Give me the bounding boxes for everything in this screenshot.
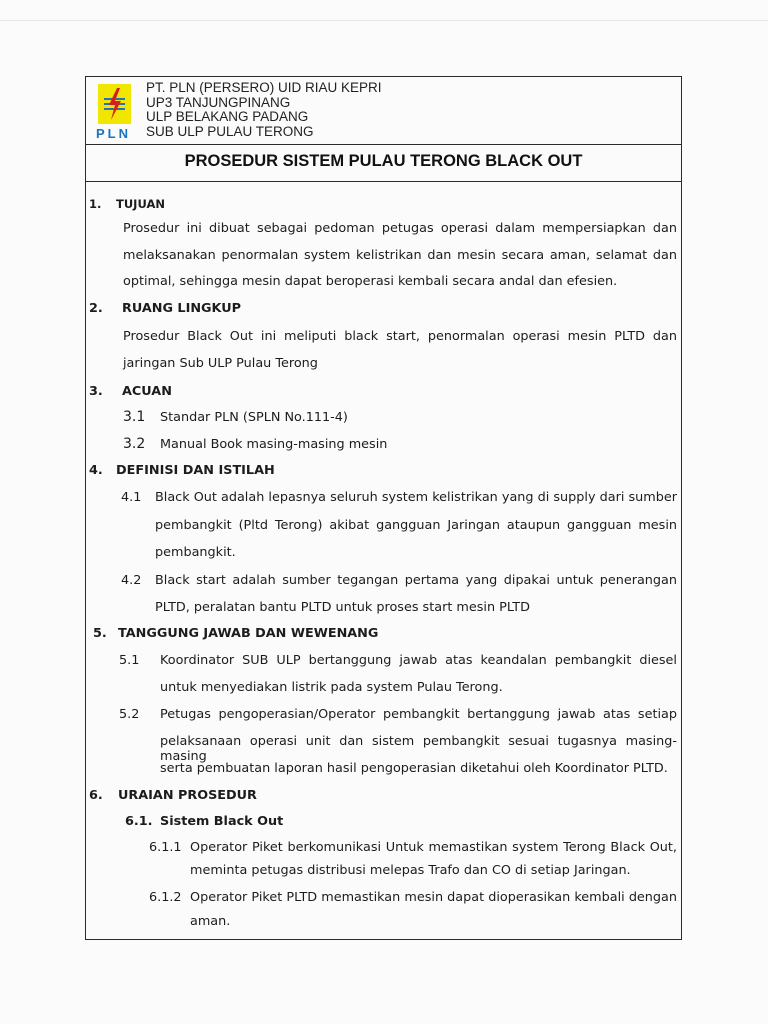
item-line: untuk menyediakan listrik pada system Pulau Terong. — [160, 680, 503, 695]
org-line: PT. PLN (PERSERO) UID RIAU KEPRI — [146, 80, 382, 95]
section-number: 2. — [89, 301, 103, 316]
document-title: PROSEDUR SISTEM PULAU TERONG BLACK OUT — [184, 152, 583, 170]
item-line: Koordinator SUB ULP bertanggung jawab atas keandalan pembangkit diesel — [160, 653, 677, 668]
item-line: Black start adalah sumber tegangan pertama yang dipakai untuk penerangan — [155, 573, 677, 588]
item-line: meminta petugas distribusi melepas Trafo dan CO di setiap Jaringan. — [190, 863, 631, 878]
item-number: 4.2 — [121, 573, 142, 588]
item-line: Black Out adalah lepasnya seluruh system kelistrikan yang di supply dari sumber — [155, 490, 677, 505]
subsection-number: 6.1. — [125, 814, 153, 829]
org-line: SUB ULP PULAU TERONG — [146, 123, 314, 139]
document-frame — [85, 76, 682, 940]
pln-logo — [98, 84, 131, 124]
item-number: 5.2 — [119, 707, 140, 722]
section-heading: ACUAN — [122, 384, 172, 399]
section-number: 5. — [93, 626, 107, 641]
item-line: Petugas pengoperasian/Operator pembangkit bertanggung jawab atas setiap — [160, 707, 677, 722]
subsection-heading: Sistem Black Out — [160, 814, 284, 829]
item-line: serta pembuatan laporan hasil pengoperasian diketahui oleh Koordinator PLTD. — [160, 761, 668, 776]
lightning-icon — [98, 84, 131, 124]
section-heading: DEFINISI DAN ISTILAH — [116, 463, 275, 478]
item-line: pelaksanaan operasi unit dan sistem pembangkit sesuai tugasnya masing-masing — [160, 734, 677, 764]
document-header — [86, 77, 681, 145]
section-number: 6. — [89, 788, 103, 803]
paragraph-line: Prosedur ini dibuat sebagai pedoman petugas operasi dalam mempersiapkan dan — [123, 221, 677, 236]
org-line: ULP BELAKANG PADANG — [146, 109, 309, 125]
reference-number: 3.1 — [123, 409, 146, 425]
section-heading: TUJUAN — [116, 197, 165, 211]
organization-block — [146, 81, 382, 139]
item-line: aman. — [190, 914, 231, 929]
paragraph-line: jaringan Sub ULP Pulau Terong — [123, 356, 318, 371]
item-number: 4.1 — [121, 490, 142, 505]
item-line: pembangkit. — [155, 545, 236, 560]
page-edge-line — [0, 20, 768, 21]
reference-number: 3.2 — [123, 436, 146, 452]
item-number: 6.1.1 — [149, 840, 182, 855]
org-line: UP3 TANJUNGPINANG — [146, 94, 291, 110]
item-number: 5.1 — [119, 653, 140, 668]
section-number: 1. — [89, 197, 102, 211]
section-heading: RUANG LINGKUP — [122, 301, 242, 316]
reference-text: Standar PLN (SPLN No.111-4) — [160, 410, 348, 425]
item-line: Operator Piket berkomunikasi Untuk memastikan system Terong Black Out, — [190, 840, 677, 855]
section-heading: URAIAN PROSEDUR — [118, 788, 257, 803]
logo-text: PLN — [96, 126, 131, 141]
paragraph-line: melaksanakan penormalan system kelistrikan dan mesin secara aman, selamat dan — [123, 248, 677, 263]
item-line: pembangkit (Pltd Terong) akibat gangguan Jaringan ataupun gangguan mesin — [155, 518, 677, 533]
item-line: Operator Piket PLTD memastikan mesin dapat dioperasikan kembali dengan — [190, 890, 677, 905]
item-line: PLTD, peralatan bantu PLTD untuk proses start mesin PLTD — [155, 600, 530, 615]
reference-text: Manual Book masing-masing mesin — [160, 437, 388, 452]
paragraph-line: optimal, sehingga mesin dapat beroperasi kembali secara andal dan efesien. — [123, 274, 618, 289]
paragraph-line: Prosedur Black Out ini meliputi black start, penormalan operasi mesin PLTD dan — [123, 329, 677, 344]
section-number: 4. — [89, 463, 103, 478]
section-heading: TANGGUNG JAWAB DAN WEWENANG — [118, 626, 379, 641]
title-bar — [86, 144, 681, 182]
item-number: 6.1.2 — [149, 890, 182, 905]
section-number: 3. — [89, 384, 103, 399]
